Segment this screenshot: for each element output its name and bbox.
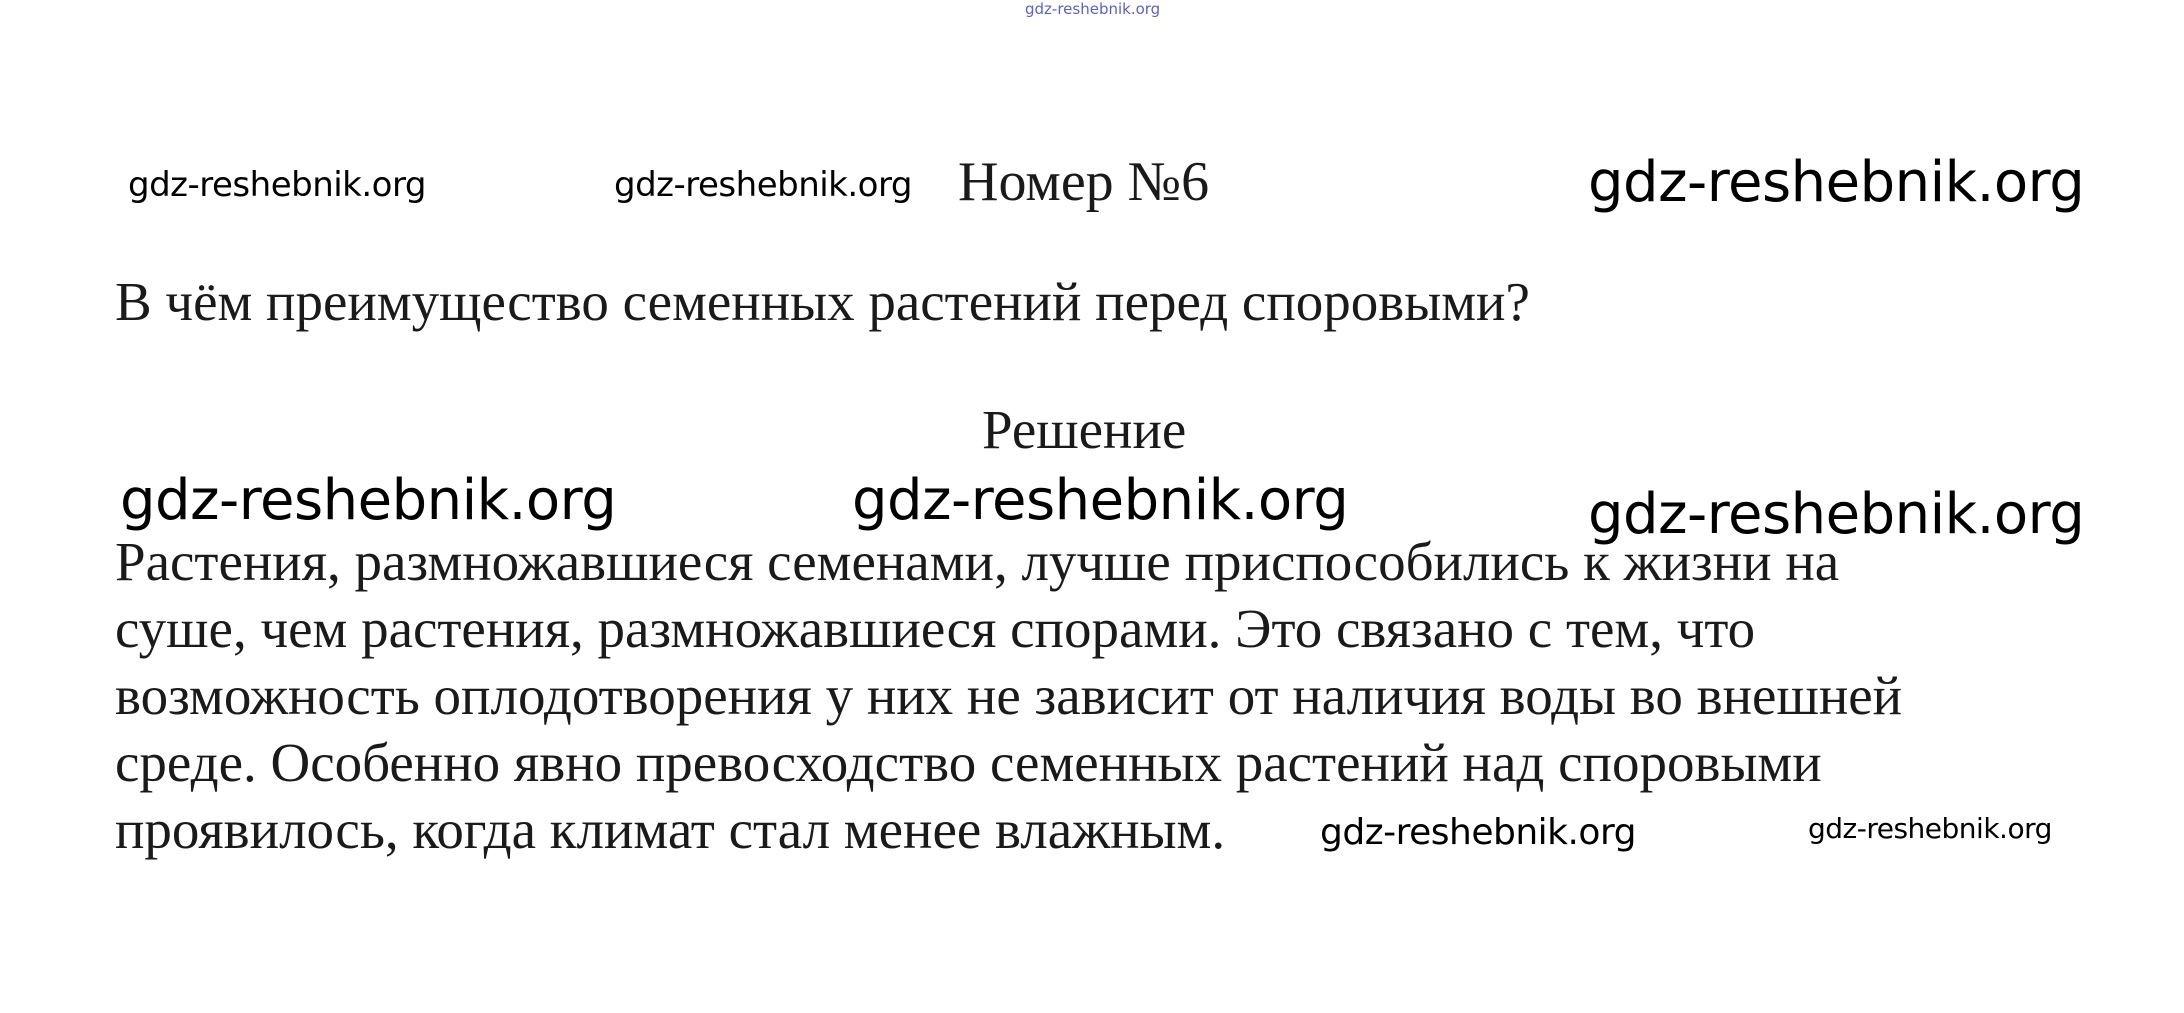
- site-link[interactable]: gdz-reshebnik.org: [1025, 0, 1161, 18]
- watermark: gdz-reshebnik.org: [1588, 150, 2085, 215]
- task-title: Номер №6: [958, 151, 1210, 213]
- answer-line: суше, чем растения, размножавшиеся спорами. Это связано с тем, что: [115, 598, 1756, 659]
- watermark: gdz-reshebnik.org: [1588, 482, 2085, 547]
- solution-heading: Решение: [982, 399, 1187, 460]
- watermark: gdz-reshebnik.org: [120, 468, 617, 533]
- watermark: gdz-reshebnik.org: [1320, 812, 1636, 853]
- watermark: gdz-reshebnik.org: [1808, 812, 2052, 845]
- watermark: gdz-reshebnik.org: [128, 165, 426, 205]
- answer-line: возможность оплодотворения у них не зависит от наличия воды во внешней: [115, 665, 1903, 726]
- watermark: gdz-reshebnik.org: [614, 165, 912, 205]
- answer-line: Растения, размножавшиеся семенами, лучше приспособились к жизни на: [115, 531, 1840, 592]
- watermark: gdz-reshebnik.org: [852, 468, 1349, 533]
- answer-line: проявилось, когда климат стал менее влажным.: [115, 799, 1226, 860]
- answer-line: среде. Особенно явно превосходство семенных растений над споровыми: [115, 732, 1822, 793]
- task-question: В чём преимущество семенных растений перед споровыми?: [115, 271, 1530, 332]
